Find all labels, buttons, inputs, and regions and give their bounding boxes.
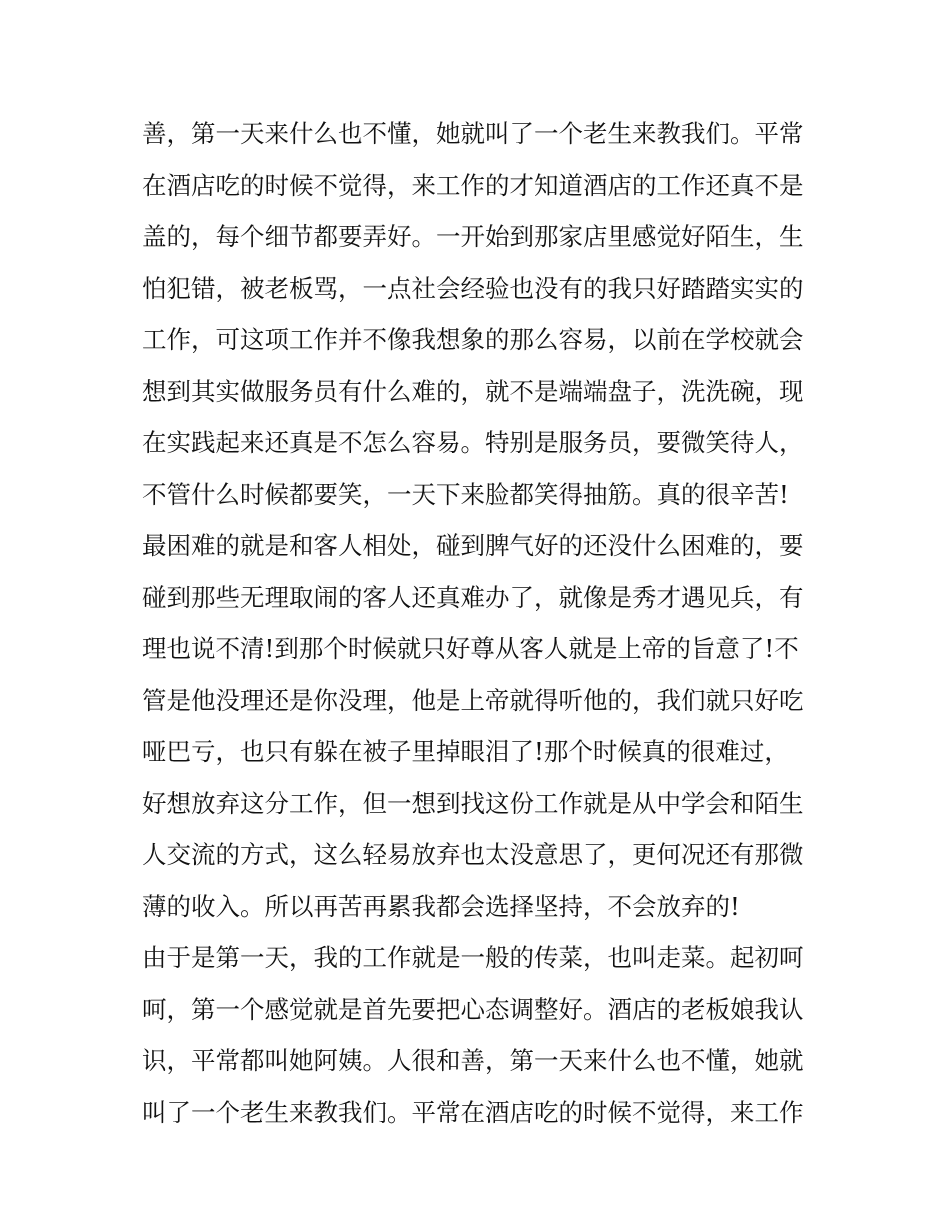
text-line: 人交流的方式，这么轻易放弃也太没意思了，更何况还有那微 [142,840,804,869]
text-line: 理也说不清!到那个时候就只好尊从客人就是上帝的旨意了!不 [142,634,799,663]
text-line: 想到其实做服务员有什么难的，就不是端端盘子，洗洗碗，现 [142,376,804,406]
text-line: 最困难的就是和客人相处，碰到脾气好的还没什么困难的，要 [142,531,804,560]
text-line: 由于是第一天，我的工作就是一般的传菜，也叫走菜。起初呵 [142,943,804,972]
text-line: 叫了一个老生来教我们。平常在酒店吃的时候不觉得，来工作 [142,1097,804,1127]
text-line: 怕犯错，被老板骂，一点社会经验也没有的我只好踏踏实实的 [142,273,804,303]
text-line: 管是他没理还是你没理，他是上帝就得听他的，我们就只好吃 [142,685,804,715]
text-line: 哑巴亏，也只有躲在被子里掉眼泪了!那个时候真的很难过， [142,737,789,766]
text-line: 不管什么时候都要笑，一天下来脸都笑得抽筋。真的很辛苦! [142,479,789,509]
body-text [142,108,822,1138]
text-line: 在酒店吃的时候不觉得，来工作的才知道酒店的工作还真不是 [142,170,804,200]
text-line: 盖的，每个细节都要弄好。一开始到那家店里感觉好陌生，生 [142,222,804,251]
text-line: 碰到那些无理取闹的客人还真难办了，就像是秀才遇见兵，有 [142,582,804,612]
text-line: 工作，可这项工作并不像我想象的那么容易，以前在学校就会 [142,325,804,354]
text-line: 善，第一天来什么也不懂，她就叫了一个老生来教我们。平常 [142,119,804,148]
text-line: 在实践起来还真是不怎么容易。特别是服务员，要微笑待人， [142,428,804,457]
text-line: 薄的收入。所以再苦再累我都会选择坚持，不会放弃的! [142,891,740,921]
text-line: 呵，第一个感觉就是首先要把心态调整好。酒店的老板娘我认 [142,994,804,1024]
text-line: 好想放弃这分工作，但一想到找这份工作就是从中学会和陌生 [142,788,804,818]
text-line: 识，平常都叫她阿姨。人很和善，第一天来什么也不懂，她就 [142,1046,804,1075]
